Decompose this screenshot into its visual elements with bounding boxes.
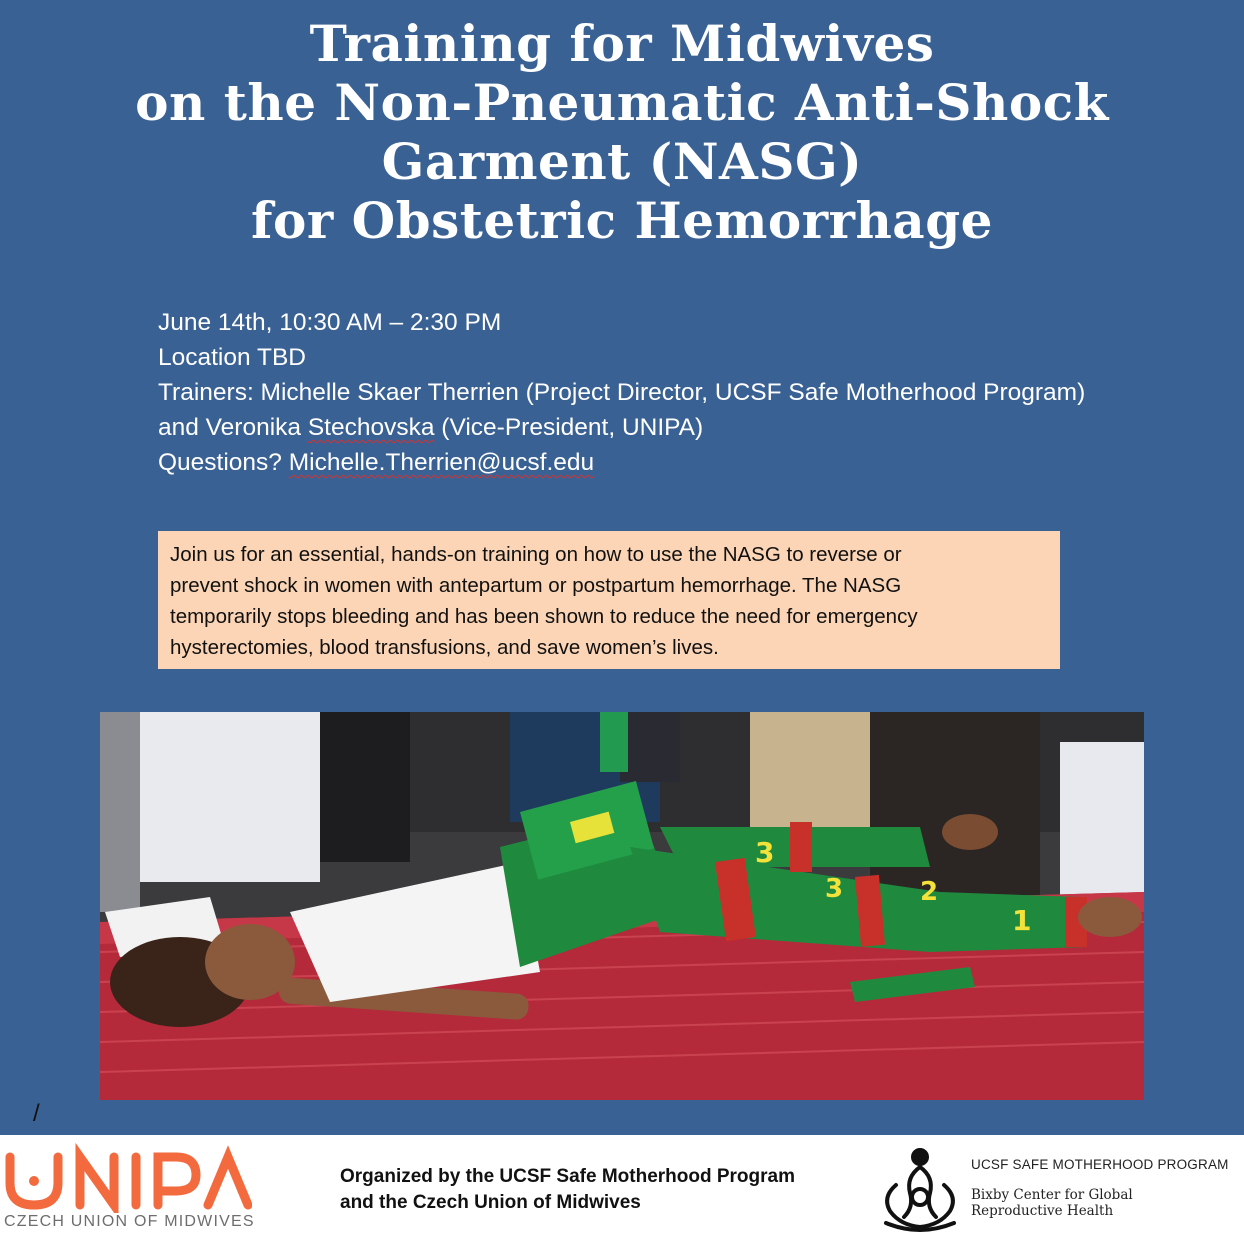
garment-number: 3 [755,836,775,869]
bixby-center-name [971,1187,1171,1219]
garment-number: 3 [825,874,844,904]
questions-label: Questions? [158,449,289,476]
description-callout [158,531,1060,669]
training-photo-illustration [100,712,1144,1100]
bixby-line: Bixby Center for Global [971,1187,1133,1203]
title-line: for Obstetric Hemorrhage [251,191,993,250]
footer [0,1135,1244,1242]
bixby-line: Reproductive Health [971,1203,1114,1219]
trainers-line: Trainers: Michelle Skaer Therrien (Project Director, UCSF Safe Motherhood Program) [158,379,1086,406]
garment-number: 2 [920,877,939,907]
event-details [158,305,1188,480]
title-line: Training for Midwives [309,14,935,73]
organizer-credit [340,1164,860,1216]
description-line: Join us for an essential, hands-on training on how to use the NASG to reverse or [170,543,902,566]
event-date: June 14th, 10:30 AM – 2:30 PM [158,309,502,336]
title-line: on the Non-Pneumatic Anti-Shock [135,73,1109,132]
organizer-line: Organized by the UCSF Safe Motherhood Program [340,1166,795,1187]
safe-motherhood-logo-icon [876,1145,964,1235]
stray-slash: / [33,1100,40,1127]
trainers-line-2 [158,410,1188,445]
trainer-name: Stechovska [307,414,435,441]
poster-title [0,14,1244,250]
organizer-line: and the Czech Union of Midwives [340,1192,641,1213]
ucsf-program-name: UCSF SAFE MOTHERHOOD PROGRAM [971,1157,1229,1172]
description-line: hysterectomies, blood transfusions, and save women’s lives. [170,636,719,659]
garment-number: 1 [1012,904,1032,937]
trainers-text: and Veronika [158,414,308,441]
unipa-subtitle: CZECH UNION OF MIDWIVES [4,1213,255,1230]
description-line: prevent shock in women with antepartum or postpartum hemorrhage. The NASG [170,574,902,597]
contact-email-link[interactable]: Michelle.Therrien@ucsf.edu [288,449,595,476]
trainers-text: (Vice-President, UNIPA) [434,414,704,441]
unipa-logo [2,1143,252,1213]
description-line: temporarily stops bleeding and has been shown to reduce the need for emergency [170,605,918,628]
title-line: Garment (NASG) [381,132,863,191]
event-location: Location TBD [158,344,306,371]
questions-line [158,445,1188,480]
training-photo [100,712,1144,1100]
